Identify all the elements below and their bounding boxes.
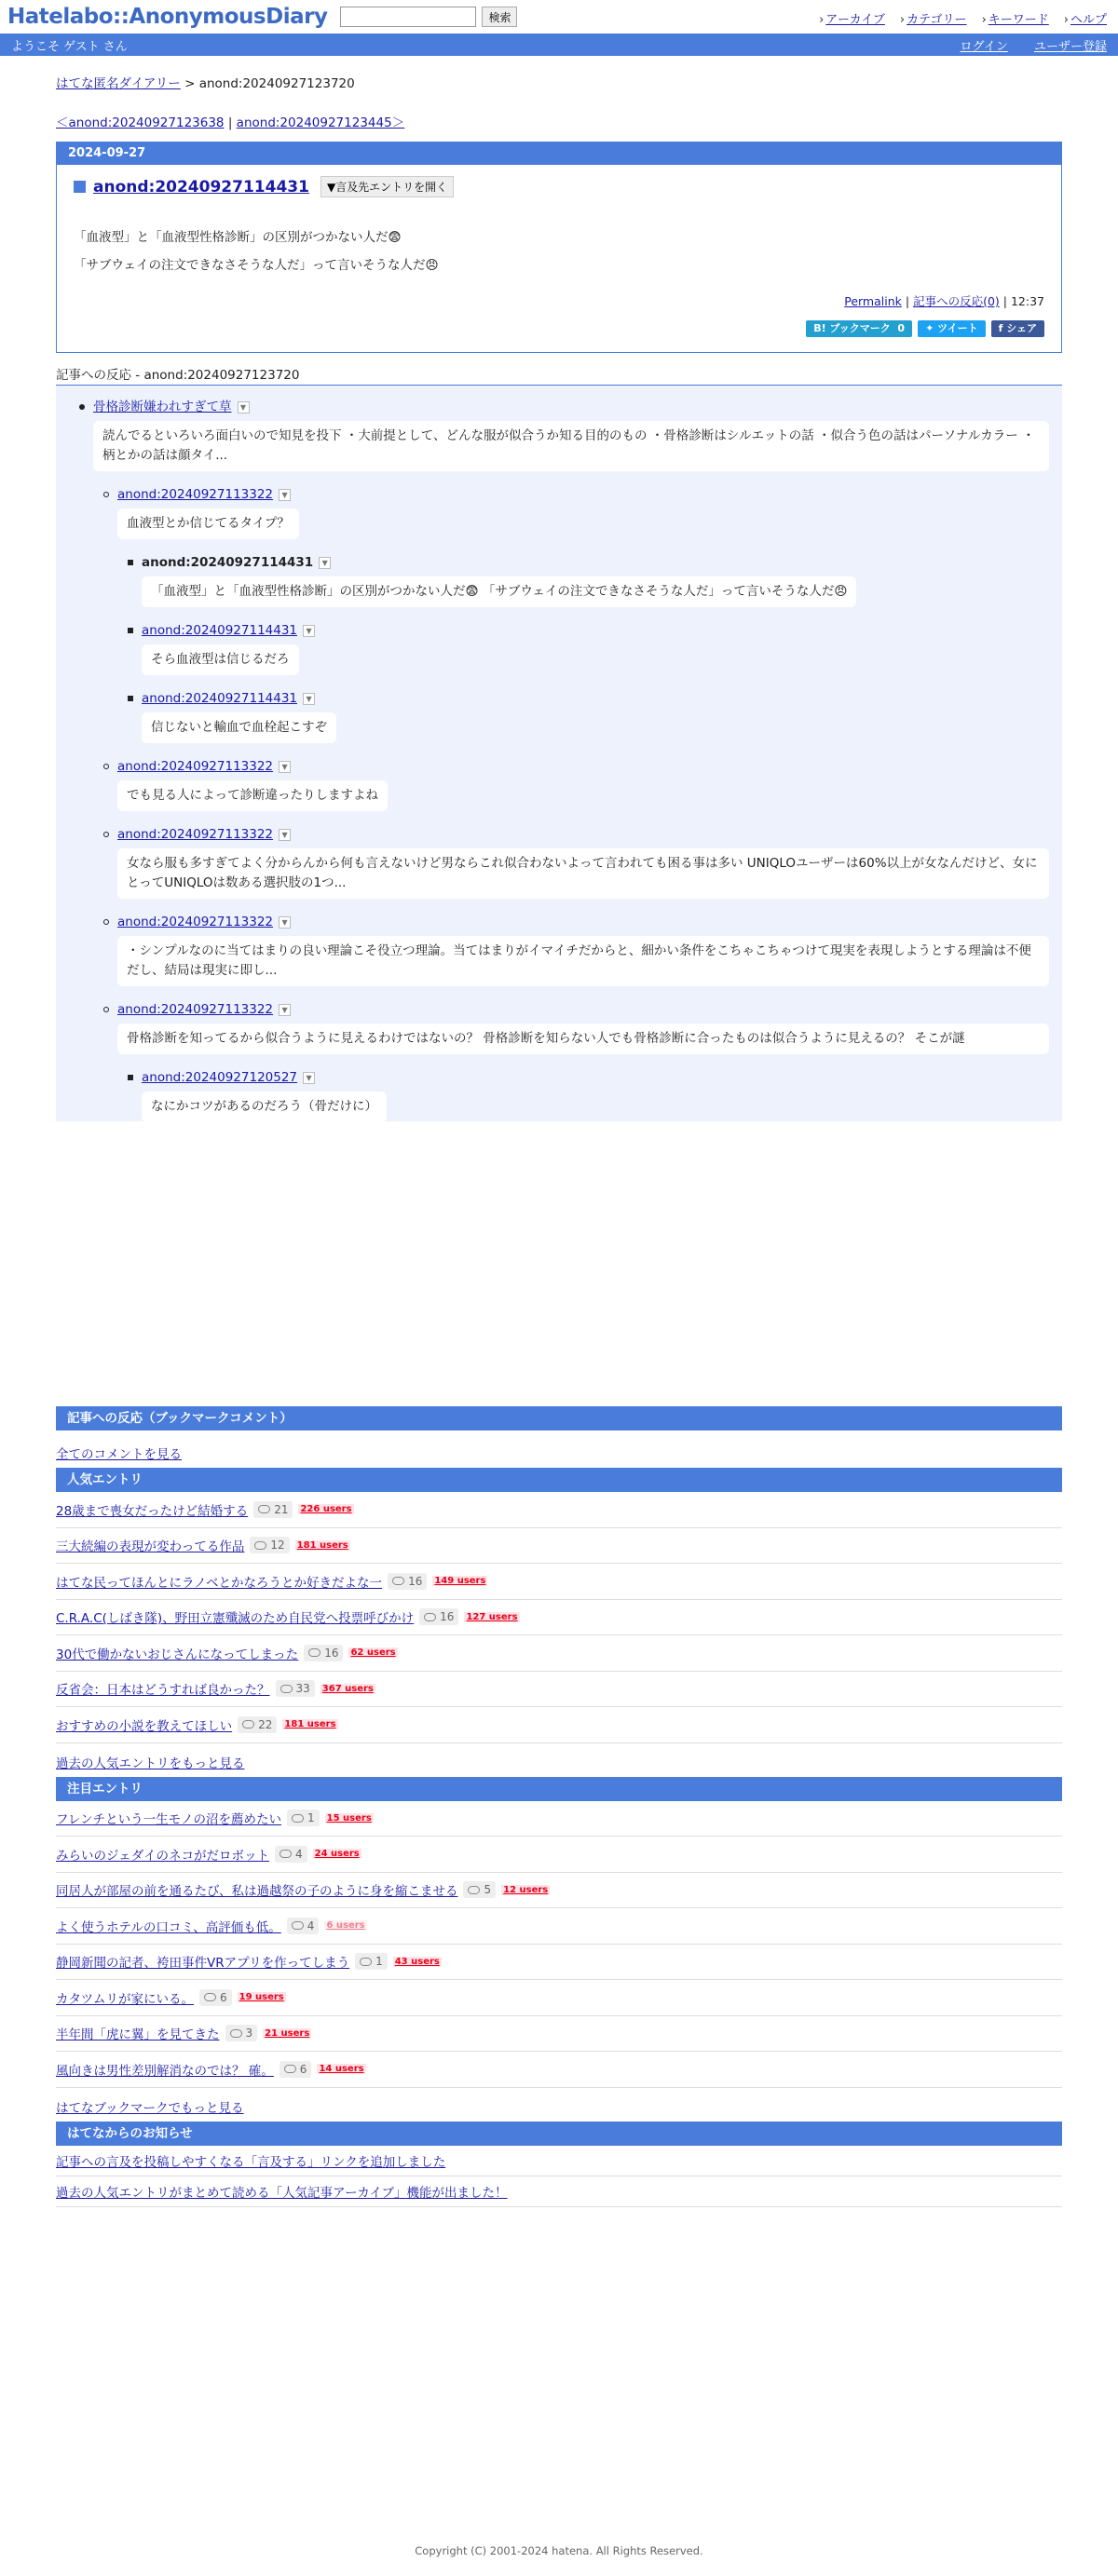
entry-link[interactable]: 反省会：日本はどうすれば良かった？ [56, 1683, 270, 1699]
tree-node-text: 「血液型」と「血液型性格診断」の区別がつかない人だ😨 「サブウェイの注文できなさそうな人だ」って言いそうな人だ😠 [142, 576, 856, 607]
entry-link[interactable]: みらいのジェダイのネコがだロボット [56, 1848, 269, 1864]
dropdown-icon[interactable]: ▼ [319, 557, 331, 569]
notice-link[interactable]: 過去の人気エントリがまとめて読める「人気記事アーカイブ」機能が出ました！ [56, 2185, 508, 2201]
tree-node-text: 信じないと輸血で血栓起こすぞ [142, 712, 336, 743]
tree-node-title[interactable]: anond:20240927114431 [142, 691, 298, 706]
tree-node [117, 484, 1049, 756]
entry-link[interactable]: 28歳まで喪女だったけど結婚する [56, 1503, 249, 1519]
dropdown-icon[interactable]: ▼ [303, 1072, 315, 1084]
search-button[interactable]: 検索 [482, 7, 517, 27]
comment-bubble-icon [360, 1958, 372, 1966]
tree-node-text: ・シンプルなのに当てはまりの良い理論こそ役立つ理論。当てはまりがイマイチだからと、細かい条件をこちゃこちゃつけて現実を表現しようとする理論は不便だし、結局は現実に即し... [117, 936, 1049, 986]
comment-count: 16 [419, 1608, 458, 1625]
entry-link[interactable]: カタツムリが家にいる。 [56, 1991, 194, 2007]
nav-keyword-link[interactable]: › キーワード [982, 9, 1049, 27]
comment-bubble-icon [204, 1993, 216, 2001]
list-item [56, 1564, 1062, 1600]
list-item [56, 1873, 1062, 1909]
users-badge[interactable]: 367 users [321, 1683, 374, 1694]
tree-node [117, 824, 1049, 899]
comment-count: 6 [280, 2061, 312, 2078]
dropdown-icon[interactable]: ▼ [279, 1004, 291, 1016]
more-popular-link[interactable]: 過去の人気エントリをもっと見る [56, 1756, 245, 1771]
tree-node-text: なにかコツがあるのだろう（骨だけに） [142, 1091, 387, 1122]
bullet-icon [128, 1075, 133, 1080]
notice-list [56, 2146, 1062, 2207]
tree-node-title[interactable]: anond:20240927113322 [117, 759, 274, 774]
dropdown-icon[interactable]: ▼ [279, 829, 291, 841]
prev-entry-link[interactable]: ＜anond:20240927123638 [56, 115, 225, 130]
list-item [56, 2146, 1062, 2176]
dropdown-icon[interactable]: ▼ [279, 761, 291, 773]
permalink-link[interactable]: Permalink [844, 294, 902, 308]
list-item [56, 1672, 1062, 1708]
comment-count: 6 [199, 1989, 232, 2006]
entry-link[interactable]: はてな民ってほんとにラノベとかなろうとか好きだよな一 [56, 1575, 383, 1591]
reaction-tree [56, 386, 1062, 1121]
tree-node-text: 読んでるといろいろ面白いので知見を投下 ・大前提として、どんな服が似合うか知る目的のもの ・骨格診断はシルエットの話 ・似合う色の話はパーソナルカラー ・柄とかの話は顔タイ... [93, 421, 1049, 471]
entry-link[interactable]: C.R.A.C(しばき隊)、野田立憲殲滅のため自民党へ投票呼びかけ [56, 1611, 415, 1627]
users-badge[interactable]: 43 users [394, 1956, 440, 1967]
users-badge[interactable]: 21 users [265, 2027, 310, 2039]
list-item [56, 2016, 1062, 2053]
list-item [56, 1980, 1062, 2016]
tree-node-title[interactable]: 骨格診断嫌われすぎて草 [93, 400, 232, 414]
tree-node-text: 女なら服も多すぎてよく分からんから何も言えないけど男ならこれ似合わないよって言われても困る事は多い UNIQLOユーザーは60%以上が女なんだけど、女にとってUNIQLOは数ある選択肢の1つ... [117, 848, 1049, 899]
reactions-heading: 記事への反応 - anond:20240927123720 [56, 364, 1062, 386]
list-item [56, 1707, 1062, 1743]
entry-text [74, 224, 1044, 279]
entry-time: | 12:37 [1002, 294, 1044, 308]
more-bookmark-link[interactable]: はてなブックマークでもっと見る [56, 2100, 244, 2116]
open-referenced-entry-button[interactable]: ▼言及先エントリを開く [320, 176, 454, 197]
comment-count: 33 [276, 1680, 315, 1697]
comment-bubble-icon [280, 1685, 293, 1693]
comment-count: 12 [250, 1537, 289, 1553]
bullet-icon [103, 492, 109, 497]
dropdown-icon[interactable]: ▼ [279, 916, 291, 929]
all-comments-link[interactable]: 全てのコメントを見る [56, 1447, 182, 1462]
tree-node-text: 骨格診断を知ってるから似合うように見えるわけではないの？ 骨格診断を知らない人でも骨格診断に合ったものは似合うように見えるの？ そこが謎 [117, 1024, 1049, 1054]
tree-node-title[interactable]: anond:20240927113322 [117, 487, 274, 502]
facebook-icon: f [998, 322, 1003, 334]
comment-bubble-icon [424, 1613, 436, 1621]
search-input[interactable] [340, 7, 476, 27]
nav-archive-link[interactable]: › アーカイブ [819, 9, 885, 27]
tree-node-title[interactable]: anond:20240927114431 [142, 623, 298, 638]
site-logo[interactable]: Hatelabo::AnonymousDiary [7, 5, 328, 29]
comment-count: 16 [304, 1645, 343, 1661]
comment-count: 22 [238, 1716, 277, 1733]
current-entry-title: anond:20240927114431 [142, 555, 314, 570]
entry-date: 2024-09-27 [57, 142, 1061, 165]
notice-link[interactable]: 記事への言及を投稿しやすくなる「言及する」リンクを追加しました [56, 2154, 446, 2170]
bullet-icon [128, 696, 133, 701]
bookmark-count: 0 [897, 322, 906, 334]
users-badge[interactable]: 149 users [434, 1576, 486, 1587]
users-badge[interactable]: 62 users [350, 1647, 396, 1659]
featured-entries-list [56, 1801, 1062, 2088]
users-badge[interactable]: 181 users [296, 1539, 348, 1551]
users-badge[interactable]: 24 users [314, 1849, 360, 1860]
list-item [56, 1635, 1062, 1672]
comment-bubble-icon [254, 1541, 266, 1550]
top-nav [819, 9, 1107, 27]
list-item [56, 1837, 1062, 1873]
bullet-icon [103, 919, 109, 925]
main-content [0, 73, 1118, 2207]
entry-line: 「血液型」と「血液型性格診断」の区別がつかない人だ😨 [74, 230, 402, 245]
welcome-bar [0, 34, 1118, 56]
list-item [56, 2052, 1062, 2088]
featured-entries-heading: 注目エントリ [56, 1777, 1062, 1801]
entry-link[interactable]: 同居人が部屋の前を通るたび、私は過越祭の子のように身を縮こませる [56, 1884, 458, 1900]
comment-count: 1 [355, 1953, 388, 1970]
hatena-bookmark-button[interactable] [806, 320, 912, 337]
breadcrumb-home-link[interactable]: はてな匿名ダイアリー [56, 76, 181, 91]
pager [56, 112, 1062, 130]
login-link[interactable]: ログイン [960, 39, 1008, 54]
list-item [56, 1528, 1062, 1565]
tweet-button[interactable] [918, 320, 986, 337]
list-item [56, 1801, 1062, 1837]
next-entry-link[interactable]: anond:20240927123445＞ [236, 115, 405, 130]
bullet-icon [79, 404, 85, 410]
copyright: Copyright (C) 2001-2024 hatena. All Rights Reserved. [415, 2544, 703, 2557]
reactions-count-link[interactable]: 記事への反応(0) [913, 294, 1000, 308]
comment-bubble-icon [280, 1850, 292, 1858]
list-item [56, 1492, 1062, 1528]
tree-node-title[interactable]: anond:20240927113322 [117, 1002, 274, 1017]
users-badge[interactable]: 181 users [284, 1719, 336, 1730]
comment-count: 5 [463, 1881, 496, 1898]
users-badge[interactable]: 15 users [326, 1812, 372, 1824]
entry-link[interactable]: 静岡新聞の記者、袴田事件VRアプリを作ってしまう [56, 1956, 350, 1972]
bullet-icon [103, 1007, 109, 1012]
tree-node-title[interactable]: anond:20240927113322 [117, 915, 274, 929]
comment-bubble-icon [308, 1648, 320, 1657]
twitter-bird-icon: ✦ [925, 322, 934, 334]
tree-node [142, 1067, 1049, 1135]
list-item [56, 2176, 1062, 2207]
users-badge[interactable]: 226 users [300, 1504, 352, 1515]
entry-box [56, 142, 1062, 353]
tree-node-text: 血液型とか信じてるタイプ？ [117, 508, 299, 539]
dropdown-icon[interactable]: ▼ [303, 625, 315, 637]
list-item [56, 1600, 1062, 1636]
comment-bubble-icon [230, 2029, 242, 2038]
dropdown-icon[interactable]: ▼ [303, 693, 315, 705]
bullet-icon [128, 628, 133, 633]
notice-heading: はてなからのお知らせ [56, 2122, 1062, 2146]
dropdown-icon[interactable]: ▼ [238, 401, 250, 414]
comment-bubble-icon [292, 1814, 304, 1823]
entry-link[interactable]: おすすめの小説を教えてほしい [56, 1718, 233, 1734]
comment-count: 3 [225, 2025, 258, 2041]
popular-entries-list [56, 1492, 1062, 1743]
tree-node [117, 912, 1049, 986]
nav-category-link[interactable]: › カテゴリー [900, 9, 967, 27]
users-badge[interactable]: 19 users [239, 1992, 284, 2003]
entry-line: 「サブウェイの注文できなさそうな人だ」って言いそうな人だ😠 [74, 258, 439, 273]
facebook-share-button[interactable] [991, 320, 1044, 337]
tree-node [142, 620, 1049, 688]
entry-link[interactable]: フレンチという一生モノの沼を薦めたい [56, 1812, 281, 1828]
meta-separator: | [905, 294, 910, 308]
popular-entries-heading: 人気エントリ [56, 1468, 1062, 1492]
tree-node-title[interactable]: anond:20240927113322 [117, 827, 274, 842]
bullet-icon [103, 832, 109, 837]
comment-bubble-icon [392, 1577, 404, 1585]
comment-bubble-icon [292, 1921, 304, 1930]
users-badge[interactable]: 12 users [503, 1884, 549, 1895]
comment-count: 16 [388, 1573, 427, 1590]
breadcrumb [56, 73, 1062, 91]
entry-link[interactable]: 風向きは男性差別解消なのでは？ 確。 [56, 2063, 274, 2079]
comment-bubble-icon [284, 2065, 296, 2073]
breadcrumb-separator: > [184, 76, 196, 91]
share-label: シェア [1006, 322, 1037, 334]
welcome-text: ようこそ ゲスト さん [11, 39, 128, 54]
tweet-label: ツイート [937, 322, 978, 334]
site-header [0, 0, 1118, 34]
nav-help-link[interactable]: › ヘルプ [1064, 9, 1107, 27]
tree-node-text: でも見る人によって診断違ったりしますよね [117, 780, 388, 811]
entry-link[interactable]: 半年間「虎に翼」を見てきた [56, 2027, 220, 2043]
bullet-icon [103, 764, 109, 769]
tree-node [117, 756, 1049, 824]
comment-bubble-icon [468, 1886, 480, 1894]
entry-link[interactable]: 30代で働かないおじさんになってしまった [56, 1647, 299, 1662]
tree-node-title[interactable]: anond:20240927120527 [142, 1070, 298, 1085]
bullet-icon [128, 560, 133, 565]
tree-node [93, 397, 1049, 1135]
list-item [56, 1908, 1062, 1945]
dropdown-icon[interactable]: ▼ [279, 489, 291, 501]
breadcrumb-current: anond:20240927123720 [198, 76, 355, 91]
pager-separator: | [227, 115, 233, 130]
tree-node [142, 688, 1049, 756]
share-buttons [74, 320, 1044, 337]
bookmark-label: B! ブックマーク [813, 322, 891, 334]
users-badge[interactable]: 6 users [326, 1920, 365, 1932]
comment-count: 1 [287, 1810, 320, 1826]
tree-node [142, 552, 1049, 620]
entry-title-link[interactable]: anond:20240927114431 [93, 177, 309, 197]
list-item [56, 1945, 1062, 1981]
tree-node [117, 999, 1049, 1135]
blank-space [56, 1121, 1062, 1406]
entry-link[interactable]: 三大続編の表現が変わってる作品 [56, 1539, 245, 1555]
bookmark-comments-heading: 記事への反応（ブックマークコメント） [56, 1406, 1062, 1430]
tree-node-text: そら血液型は信じるだろ [142, 644, 299, 675]
comment-bubble-icon [242, 1720, 254, 1729]
title-square-icon [74, 181, 86, 193]
users-badge[interactable]: 14 users [319, 2064, 364, 2075]
comment-count: 4 [287, 1918, 320, 1934]
entry-link[interactable]: よく使うホテルの口コミ、高評価も低。 [56, 1919, 281, 1935]
entry-meta [74, 292, 1044, 309]
comment-bubble-icon [258, 1505, 270, 1513]
register-link[interactable]: ユーザー登録 [1033, 39, 1107, 54]
comment-count: 21 [253, 1501, 293, 1518]
comment-count: 4 [275, 1846, 307, 1863]
users-badge[interactable]: 127 users [466, 1611, 518, 1622]
